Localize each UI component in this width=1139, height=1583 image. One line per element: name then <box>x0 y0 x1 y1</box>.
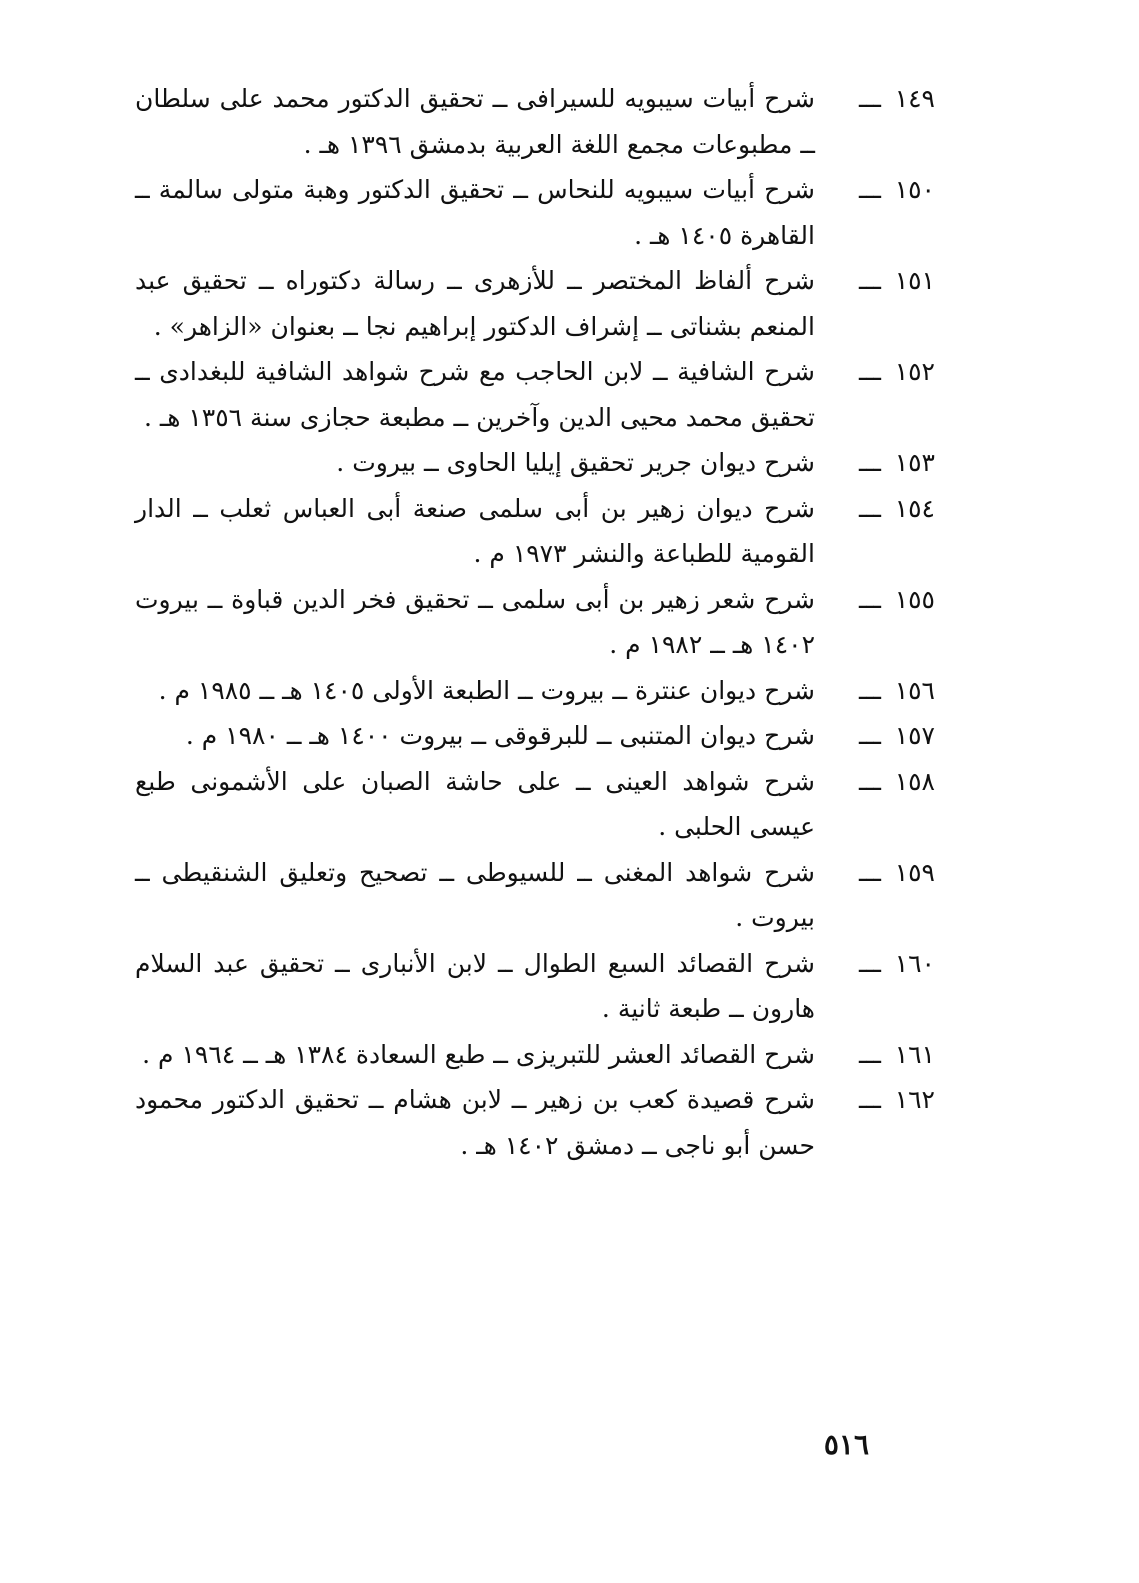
entry-dash: ـــ <box>859 675 881 705</box>
bibliography-entry <box>135 759 935 850</box>
page-number: ٥١٦ <box>823 1428 869 1461</box>
entry-dash: ـــ <box>859 584 881 614</box>
bibliography-entry <box>135 440 935 486</box>
bibliography-entry <box>135 349 935 440</box>
entry-number: ١٥٧ <box>894 721 935 750</box>
entry-number: ١٦٢ <box>894 1085 935 1114</box>
entry-number: ١٦١ <box>894 1039 935 1069</box>
entry-number: ١٥٢ <box>894 357 935 386</box>
entry-number: ١٦٠ <box>894 948 935 978</box>
entry-text: شرح أبيات سيبويه للسيرافى ــ تحقيق الدكتور محمد على سلطان ــ مطبوعات مجمع اللغة العربية بدمشق ١٣٩٦ هـ . <box>135 84 815 159</box>
entry-text: شرح ديوان زهير بن أبى سلمى صنعة أبى العباس ثعلب ــ الدار القومية للطباعة والنشر ١٩٧٣ م . <box>135 493 815 568</box>
bibliography-entry <box>135 850 935 941</box>
entry-dash: ـــ <box>859 721 881 750</box>
entry-dash: ـــ <box>859 448 881 477</box>
entry-number: ١٥٠ <box>894 175 935 204</box>
entry-number: ١٥٣ <box>894 448 935 477</box>
bibliography-entry <box>135 1032 935 1078</box>
entry-text: شرح الشافية ــ لابن الحاجب مع شرح شواهد الشافية للبغدادى ــ تحقيق محمد محيى الدين وآخرين ــ مطبعة حجازى سنة ١٣٥٦ هـ . <box>135 357 815 432</box>
entry-number: ١٥٨ <box>894 766 935 796</box>
entry-dash: ـــ <box>859 1085 881 1114</box>
entry-dash: ـــ <box>859 948 881 978</box>
entry-dash: ـــ <box>859 493 881 523</box>
entry-text: شرح القصائد السبع الطوال ــ لابن الأنبارى ــ تحقيق عبد السلام هارون ــ طبعة ثانية . <box>135 948 815 1023</box>
entry-dash: ـــ <box>859 766 881 796</box>
bibliography-entry <box>135 76 935 167</box>
entry-number: ١٥٩ <box>894 857 935 887</box>
entry-dash: ـــ <box>859 357 881 386</box>
entry-dash: ـــ <box>859 84 881 113</box>
entry-text: شرح القصائد العشر للتبريزى ــ طبع السعادة ١٣٨٤ هـ ــ ١٩٦٤ م . <box>142 1039 815 1069</box>
bibliography-entry <box>135 258 935 349</box>
entry-dash: ـــ <box>859 175 881 204</box>
entry-number: ١٥١ <box>894 266 935 295</box>
entry-text: شرح ديوان المتنبى ــ للبرقوقى ــ بيروت ١٤٠٠ هـ ــ ١٩٨٠ م . <box>185 721 815 750</box>
bibliography-entry <box>135 1077 935 1168</box>
entry-number: ١٤٩ <box>894 84 935 113</box>
entry-text: شرح قصيدة كعب بن زهير ــ لابن هشام ــ تحقيق الدكتور محمود حسن أبو ناجى ــ دمشق ١٤٠٢ هـ . <box>135 1085 815 1160</box>
entry-text: شرح ديوان جرير تحقيق إيليا الحاوى ــ بيروت . <box>336 448 815 477</box>
entry-text: شرح ألفاظ المختصر ــ للأزهرى ــ رسالة دكتوراه ــ تحقيق عبد المنعم بشناتى ــ إشراف الدكتور إبراهيم نجا ــ بعنوان «الزاهر» . <box>135 266 815 341</box>
entry-number: ١٥٦ <box>894 675 935 705</box>
bibliography-list <box>135 76 935 1168</box>
bibliography-entry <box>135 167 935 258</box>
entry-text: شرح شواهد العينى ــ على حاشة الصبان على الأشمونى طبع عيسى الحلبى . <box>135 766 815 841</box>
entry-number: ١٥٥ <box>894 584 935 614</box>
entry-text: شرح شواهد المغنى ــ للسيوطى ــ تصحيح وتعليق الشنقيطى ــ بيروت . <box>135 857 815 932</box>
entry-number: ١٥٤ <box>894 493 935 523</box>
entry-dash: ـــ <box>859 857 881 887</box>
entry-text: شرح ديوان عنترة ــ بيروت ــ الطبعة الأولى ١٤٠٥ هـ ــ ١٩٨٥ م . <box>158 675 815 705</box>
bibliography-entry <box>135 941 935 1032</box>
bibliography-entry <box>135 713 935 759</box>
bibliography-entry <box>135 486 935 577</box>
entry-dash: ـــ <box>859 1039 881 1069</box>
entry-text: شرح شعر زهير بن أبى سلمى ــ تحقيق فخر الدين قباوة ــ بيروت ١٤٠٢ هـ ــ ١٩٨٢ م . <box>135 584 815 659</box>
bibliography-entry <box>135 668 935 714</box>
entry-text: شرح أبيات سيبويه للنحاس ــ تحقيق الدكتور وهبة متولى سالمة ــ القاهرة ١٤٠٥ هـ . <box>135 175 815 250</box>
bibliography-entry <box>135 577 935 668</box>
entry-dash: ـــ <box>859 266 881 295</box>
